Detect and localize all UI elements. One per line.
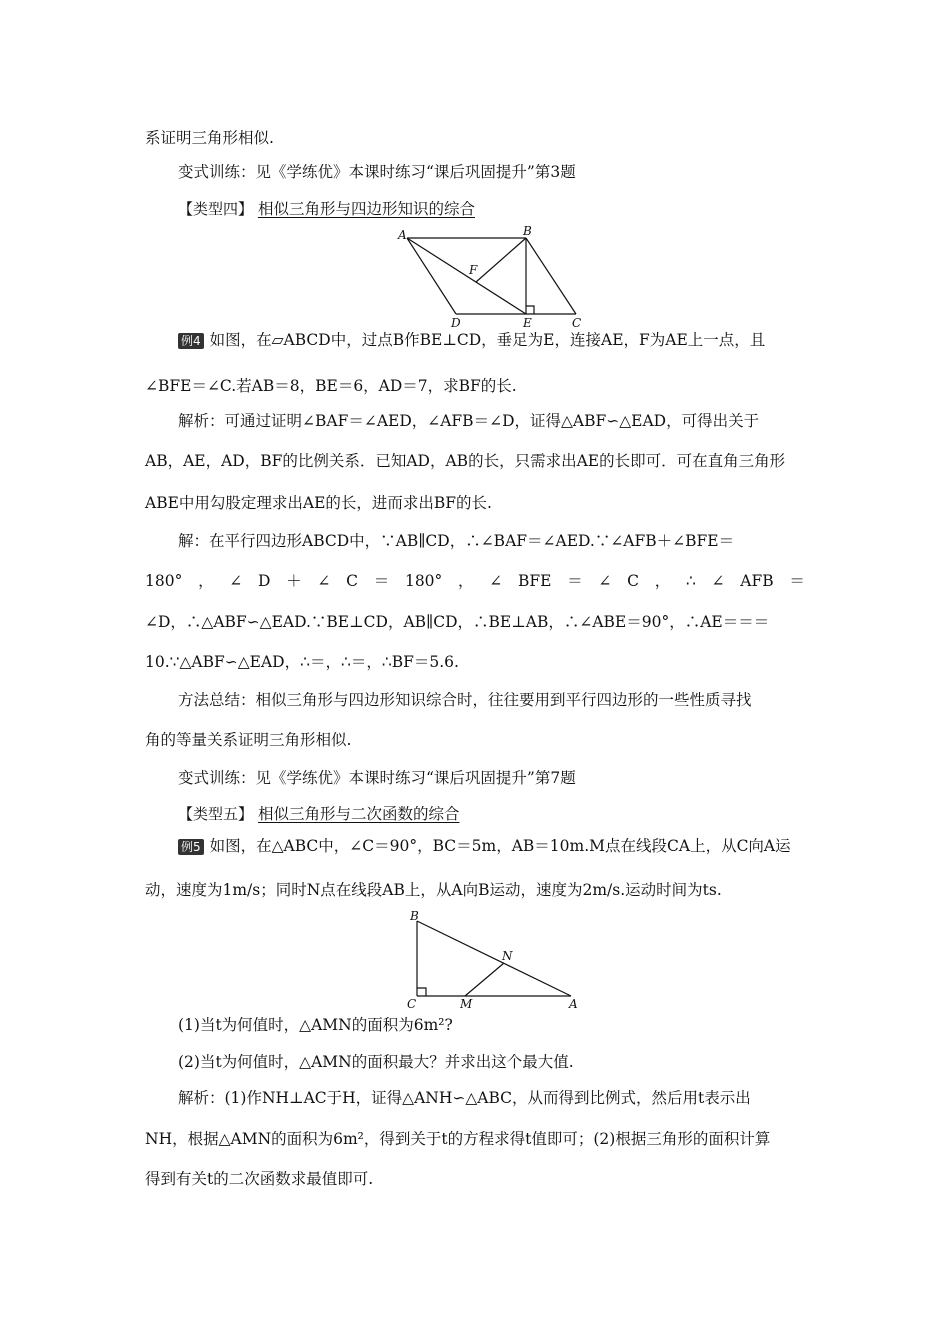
label-E: E — [523, 316, 532, 330]
sol-part: 180° — [404, 572, 443, 590]
sol-part: ， — [198, 572, 214, 590]
sol-part: ＝ — [567, 572, 583, 590]
question-1: (1)当t为何值时，△AMN的面积为6m²? — [178, 1016, 453, 1034]
question-2: (2)当t为何值时，△AMN的面积最大？并求出这个最大值. — [178, 1053, 574, 1071]
example4-badge: 例4 — [178, 333, 204, 349]
type5-title: 相似三角形与二次函数的综合 — [257, 805, 460, 823]
analysis4-line3: ABE中用勾股定理求出AE的长，进而求出BF的长. — [145, 494, 492, 512]
method-summary-line1: 方法总结：相似三角形与四边形知识综合时，往往要用到平行四边形的一些性质寻找 — [178, 691, 752, 709]
seg-BA — [417, 921, 571, 996]
sol-part: 180° — [145, 572, 183, 590]
solution4-line1: 解：在平行四边形ABCD中，∵AB∥CD，∴∠BAF＝∠AED.∵∠AFB＋∠BFE＝ — [178, 532, 735, 550]
sol-part: ＝ — [373, 572, 390, 590]
sol-part: ∠ — [317, 572, 331, 590]
seg-BC — [526, 238, 576, 314]
type4-title: 相似三角形与四边形知识的综合 — [257, 200, 475, 218]
seg-AE — [407, 238, 526, 314]
example4-text: 如图，在▱ABCD中，过点B作BE⊥CD，垂足为E，连接AE，F为AE上一点，且 — [209, 331, 766, 349]
analysis5-line3: 得到有关t的二次函数求最值即可. — [145, 1170, 374, 1188]
type5-heading — [178, 804, 459, 824]
analysis5-line2: NH，根据△AMN的面积为6m²，得到关于t的方程求得t值即可；(2)根据三角形的面积计算 — [145, 1130, 771, 1148]
seg-MN — [465, 963, 504, 996]
label-M: M — [460, 997, 473, 1011]
sol-part: ∠ — [489, 572, 503, 590]
label-B: B — [523, 224, 532, 238]
right-angle-mark — [417, 988, 426, 996]
type4-bracket: 【类型四】 — [178, 200, 254, 218]
sol-part: ， — [458, 572, 474, 590]
sol-part: D — [258, 572, 271, 590]
sol-part: ， — [654, 572, 671, 590]
sol-part: ∠ — [711, 572, 725, 590]
sol-part: ∠ — [598, 572, 612, 590]
method-summary-line2: 角的等量关系证明三角形相似. — [145, 731, 352, 749]
seg-BF — [476, 238, 526, 282]
sol-part: C — [627, 572, 639, 590]
label-D: D — [451, 316, 461, 330]
label-C: C — [572, 316, 582, 330]
type5-bracket: 【类型五】 — [178, 805, 254, 823]
example5-line1 — [178, 836, 791, 856]
solution4-line4: 10.∵△ABF∽△EAD，∴＝，∴＝，∴BF＝5.6. — [145, 653, 459, 671]
sol-part: AFB — [740, 572, 774, 590]
line-1: 系证明三角形相似. — [145, 129, 274, 147]
label-A: A — [569, 997, 578, 1011]
example5-text: 如图，在△ABC中，∠C＝90°，BC＝5m，AB＝10m.M点在线段CA上，从C向A运 — [209, 837, 791, 855]
variant-training-1: 变式训练：见《学练优》本课时练习“课后巩固提升”第3题 — [178, 163, 576, 181]
solution4-line3: ∠D，∴△ABF∽△EAD.∵BE⊥CD，AB∥CD，∴BE⊥AB，∴∠ABE＝90°，∴AE＝＝＝ — [145, 613, 770, 631]
example5-line2: 动，速度为1m/s；同时N点在线段AB上，从A向B运动，速度为2m/s.运动时间为ts. — [145, 881, 722, 899]
label-C: C — [407, 997, 417, 1011]
sol-part: ∠ — [229, 572, 243, 590]
label-B: B — [410, 909, 419, 923]
seg-AD — [407, 238, 456, 314]
example4-line1 — [178, 330, 765, 350]
solution4-line2 — [145, 571, 805, 591]
label-A: A — [398, 228, 407, 242]
sol-part: ∴ — [685, 572, 696, 590]
analysis4-line2: AB，AE，AD，BF的比例关系．已知AD，AB的长，只需求出AE的长即可．可在直角三角形 — [145, 452, 786, 470]
example4-line2: ∠BFE＝∠C.若AB＝8，BE＝6，AD＝7，求BF的长. — [145, 377, 517, 395]
sol-part: BFE — [517, 572, 552, 590]
label-F: F — [469, 263, 478, 277]
sol-part: ＝ — [789, 572, 805, 590]
analysis5-line1: 解析：(1)作NH⊥AC于H，证得△ANH∽△ABC，从而得到比例式，然后用t表示出 — [178, 1089, 751, 1107]
analysis4-line1: 解析：可通过证明∠BAF＝∠AED，∠AFB＝∠D，证得△ABF∽△EAD，可得出关于 — [178, 412, 760, 430]
sol-part: C — [346, 572, 358, 590]
example5-badge: 例5 — [178, 839, 204, 855]
parallelogram-figure — [390, 224, 600, 334]
label-N: N — [502, 949, 513, 963]
right-triangle-figure — [400, 908, 590, 1013]
sol-part: ＋ — [286, 572, 302, 590]
type4-heading — [178, 199, 475, 219]
right-angle-mark — [526, 306, 534, 314]
variant-training-2: 变式训练：见《学练优》本课时练习“课后巩固提升”第7题 — [178, 769, 576, 787]
